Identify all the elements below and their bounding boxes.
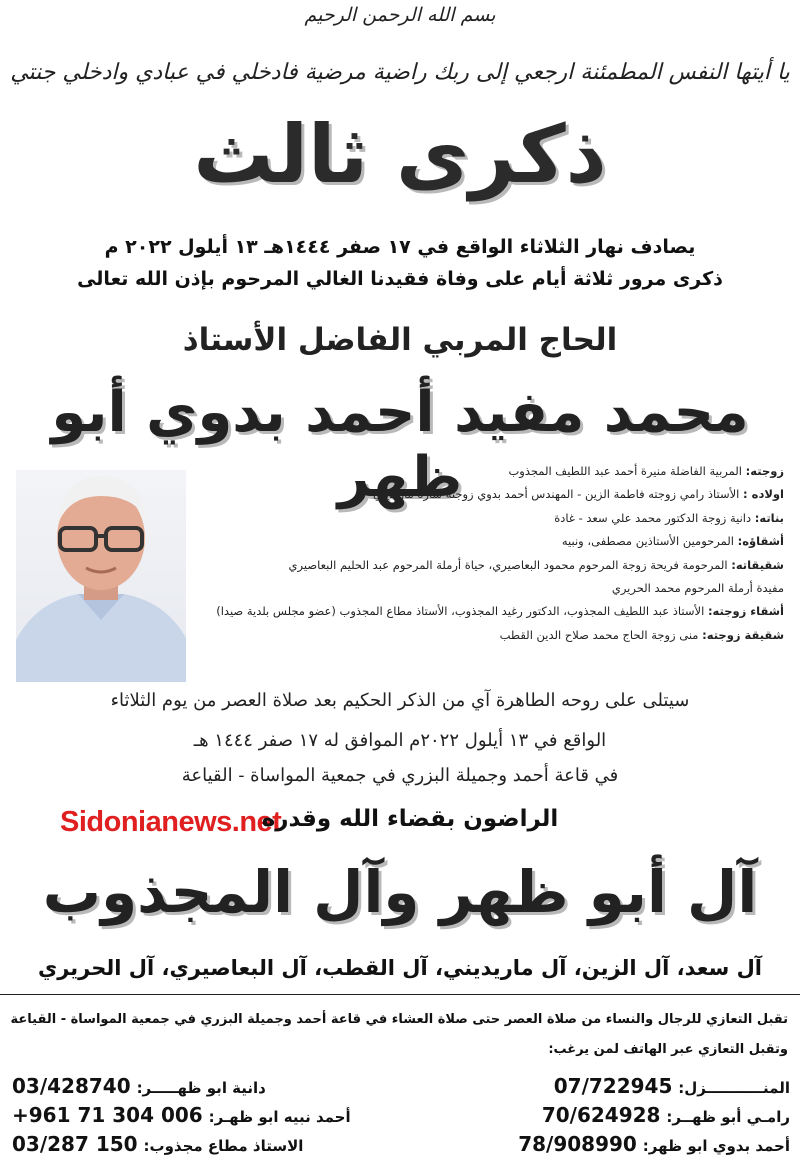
portrait-photo-icon bbox=[16, 470, 186, 682]
condolence-line-1: تقبل التعازي للرجال والنساء من صلاة العصر حتى صلاة العشاء في قاعة أحمد وجميلة البزري في جمعية المواساة - القياعة bbox=[10, 1012, 788, 1027]
accepting-line: الراضون بقضاء الله وقدره bbox=[261, 806, 559, 832]
family-row bbox=[204, 507, 784, 530]
families-other: آل سعد، آل الزين، آل ماريديني، آل القطب، آل البعاصيري، آل الحريري bbox=[37, 956, 763, 980]
phone-row bbox=[12, 1132, 303, 1156]
phone-row bbox=[12, 1074, 266, 1098]
phone-label: رامـي أبو ظهــر: bbox=[666, 1108, 790, 1126]
service-line-2: الواقع في ١٣ أيلول ٢٠٢٢م الموافق له ١٧ صفر ١٤٤٤ هـ bbox=[193, 730, 607, 751]
family-text: مفيدة أرملة المرحوم محمد الحريري bbox=[611, 581, 784, 596]
family-label: أشقاؤه: bbox=[737, 534, 784, 549]
deceased-name: محمد مفيد أحمد بدوي أبو ظهر bbox=[51, 380, 749, 510]
quran-verse: يا أيتها النفس المطمئنة ارجعي إلى ربك راضية مرضية فادخلي في عبادي وادخلي جنتي bbox=[10, 60, 790, 85]
family-text: دانية زوجة الدكتور محمد علي سعد - غادة bbox=[554, 510, 752, 525]
condolence-line-2: وتقبل التعازي عبر الهاتف لمن يرغب: bbox=[548, 1042, 788, 1057]
family-text: المربية الفاضلة منيرة أحمد عبد اللطيف المجذوب bbox=[508, 464, 743, 478]
family-text: الأستاذ عبد اللطيف المجذوب، الدكتور رغيد المجذوب، الأستاذ مطاع المجذوب (عضو مجلس بلدية صيدا) bbox=[216, 604, 705, 619]
family-label: شقيقاته: bbox=[731, 557, 784, 572]
service-line-3: في قاعة أحمد وجميلة البزري في جمعية المواساة - القياعة bbox=[181, 765, 619, 786]
phone-row bbox=[542, 1103, 790, 1127]
date-line-1: يصادف نهار الثلاثاء الواقع في ١٧ صفر ١٤٤٤هـ ١٣ أيلول ٢٠٢٢ م bbox=[104, 236, 696, 258]
family-row bbox=[204, 577, 784, 600]
family-label: بناته: bbox=[754, 510, 784, 525]
phone-number: 70/624928 bbox=[541, 1103, 661, 1127]
phone-number: +961 71 304 006 bbox=[12, 1103, 203, 1127]
phone-label: الاستاذ مطاع مجذوب: bbox=[143, 1137, 304, 1155]
family-label: شقيقة زوجته: bbox=[702, 627, 784, 642]
phone-label: دانية ابو ظهـــــر: bbox=[136, 1079, 266, 1097]
family-text: الأستاذ رامي زوجته فاطمة الزين - المهندس أحمد بدوي زوجته سارة ماريديني bbox=[372, 487, 740, 502]
family-label: اولاده : bbox=[743, 487, 784, 502]
service-line-1: سيتلى على روحه الطاهرة آي من الذكر الحكيم بعد صلاة العصر من يوم الثلاثاء bbox=[110, 690, 690, 711]
families-main: آل أبو ظهر وآل المجذوب bbox=[42, 858, 758, 926]
family-row bbox=[204, 483, 784, 506]
family-list bbox=[204, 460, 784, 647]
phone-number: 03/428740 bbox=[12, 1074, 131, 1098]
family-text: المرحومين الأستاذين مصطفى، ونبيه bbox=[561, 534, 734, 549]
phone-row bbox=[554, 1074, 790, 1098]
family-label: أشقاء زوجته: bbox=[707, 604, 784, 619]
family-row bbox=[204, 554, 784, 577]
family-text: منى زوجة الحاج محمد صلاح الدين القطب bbox=[499, 627, 699, 642]
phone-row bbox=[12, 1103, 351, 1127]
page-title: ذكرى ثالث bbox=[193, 108, 607, 201]
divider bbox=[0, 994, 800, 995]
family-row bbox=[204, 530, 784, 553]
family-row bbox=[204, 460, 784, 483]
honorific: الحاج المربي الفاضل الأستاذ bbox=[182, 322, 618, 358]
watermark: Sidonianews.net bbox=[60, 806, 282, 838]
phone-row bbox=[518, 1132, 790, 1156]
family-text: المرحومة فريحة زوجة المرحوم محمود البعاصيري، حياة أرملة المرحوم عبد الحليم البعاصيري bbox=[288, 557, 728, 572]
phone-label: أحمد بدوي ابو ظهر: bbox=[642, 1137, 790, 1155]
family-row bbox=[204, 624, 784, 647]
date-line-2: ذكرى مرور ثلاثة أيام على وفاة فقيدنا الغالي المرحوم بإذن الله تعالى bbox=[77, 268, 723, 290]
phone-number: 07/722945 bbox=[553, 1074, 673, 1098]
phone-label: أحمد نبيه ابو ظهـر: bbox=[208, 1108, 351, 1126]
phone-number: 78/908990 bbox=[518, 1132, 637, 1156]
bismillah: بسم الله الرحمن الرحيم bbox=[304, 4, 496, 26]
phone-label: المنـــــــــــزل: bbox=[678, 1079, 790, 1097]
family-label: زوجته: bbox=[745, 464, 784, 478]
phone-number: 03/287 150 bbox=[12, 1132, 138, 1156]
family-row bbox=[204, 600, 784, 623]
